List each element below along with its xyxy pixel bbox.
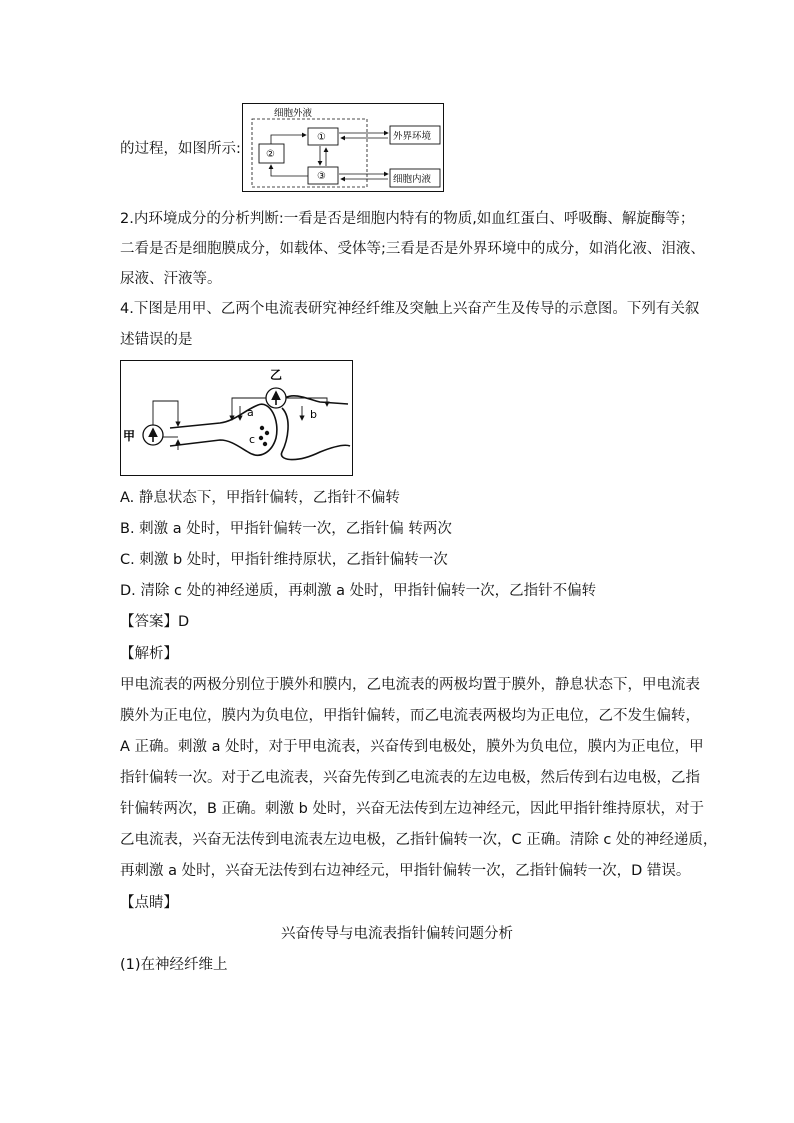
fig2-label-c: c [249, 433, 256, 446]
option-d: D. 清除 c 处的神经递质，再刺激 a 处时，甲指针偏转一次，乙指针不偏转 [120, 583, 597, 599]
center-title: 兴奋传导与电流表指针偏转问题分析 [281, 926, 513, 942]
analysis-line-1: 甲电流表的两极分别位于膜外和膜内，乙电流表的两极均置于膜外，静息状态下，甲电流表 [120, 677, 700, 693]
fig2-label-yi: 乙 [270, 368, 283, 382]
fig1-box2: ② [266, 149, 275, 160]
question-stem-line-1: 4.下图是用甲、乙两个电流表研究神经纤维及突触上兴奋产生及传导的示意图。下列有关叙 [120, 301, 700, 317]
analysis-line-5: 针偏转两次，B 正确。刺激 b 处时，兴奋无法传到左边神经元，因此甲指针维持原状，对于 [120, 801, 704, 817]
fig2-label-jia: 甲 [123, 429, 136, 443]
fig2-label-a: a [247, 406, 254, 419]
analysis-heading: 【解析】 [120, 646, 178, 662]
fig1-intra-fluid: 细胞内液 [393, 174, 432, 185]
analysis-line-4: 指针偏转一次。对于乙电流表，兴奋先传到乙电流表的左边电极，然后传到右边电极，乙指 [120, 770, 700, 786]
body-fluid-diagram [242, 103, 444, 192]
analysis-line-7: 再刺激 a 处时，兴奋无法传到右边神经元，甲指针偏转一次，乙指针偏转一次，D 错误。 [120, 863, 691, 879]
option-c: C. 刺激 b 处时，甲指针维持原状，乙指针偏转一次 [120, 552, 448, 568]
body-fluid-diagram-svg [242, 103, 444, 192]
analysis-line-6: 乙电流表，兴奋无法传到电流表左边电极，乙指针偏转一次，C 正确。清除 c 处的神经递质， [120, 832, 718, 848]
fig1-box3: ③ [317, 171, 326, 182]
analysis-line-3: A 正确。刺激 a 处时，对于甲电流表，兴奋传到电极处，膜外为负电位，膜内为正电位，甲 [120, 739, 704, 755]
answer-line: 【答案】D [120, 614, 190, 630]
question-stem-line-2: 述错误的是 [120, 332, 193, 348]
fig1-title: 细胞外液 [274, 108, 313, 119]
point2-line-1: 2.内环境成分的分析判断:一看是否是细胞内特有的物质,如血红蛋白、呼吸酶、解旋酶等； [120, 211, 695, 227]
point2-line-3: 尿液、汗液等。 [120, 271, 222, 287]
fig2-label-b: b [310, 408, 317, 421]
fig1-outer-env: 外界环境 [393, 131, 432, 142]
synapse-diagram [120, 360, 353, 476]
process-line: 的过程，如图所示: [120, 141, 241, 157]
subsection-1: (1)在神经纤维上 [120, 957, 228, 973]
dianjing-heading: 【点睛】 [120, 895, 178, 911]
synapse-diagram-svg [120, 360, 353, 476]
fig1-box1: ① [317, 132, 326, 143]
option-b: B. 刺激 a 处时，甲指针偏转一次，乙指针偏 转两次 [120, 521, 452, 537]
analysis-line-2: 膜外为正电位，膜内为负电位，甲指针偏转，而乙电流表两极均为正电位，乙不发生偏转， [120, 708, 700, 724]
option-a: A. 静息状态下，甲指针偏转，乙指针不偏转 [120, 490, 400, 506]
point2-line-2: 二看是否是细胞膜成分，如载体、受体等;三看是否是外界环境中的成分，如消化液、泪液、 [120, 241, 705, 257]
